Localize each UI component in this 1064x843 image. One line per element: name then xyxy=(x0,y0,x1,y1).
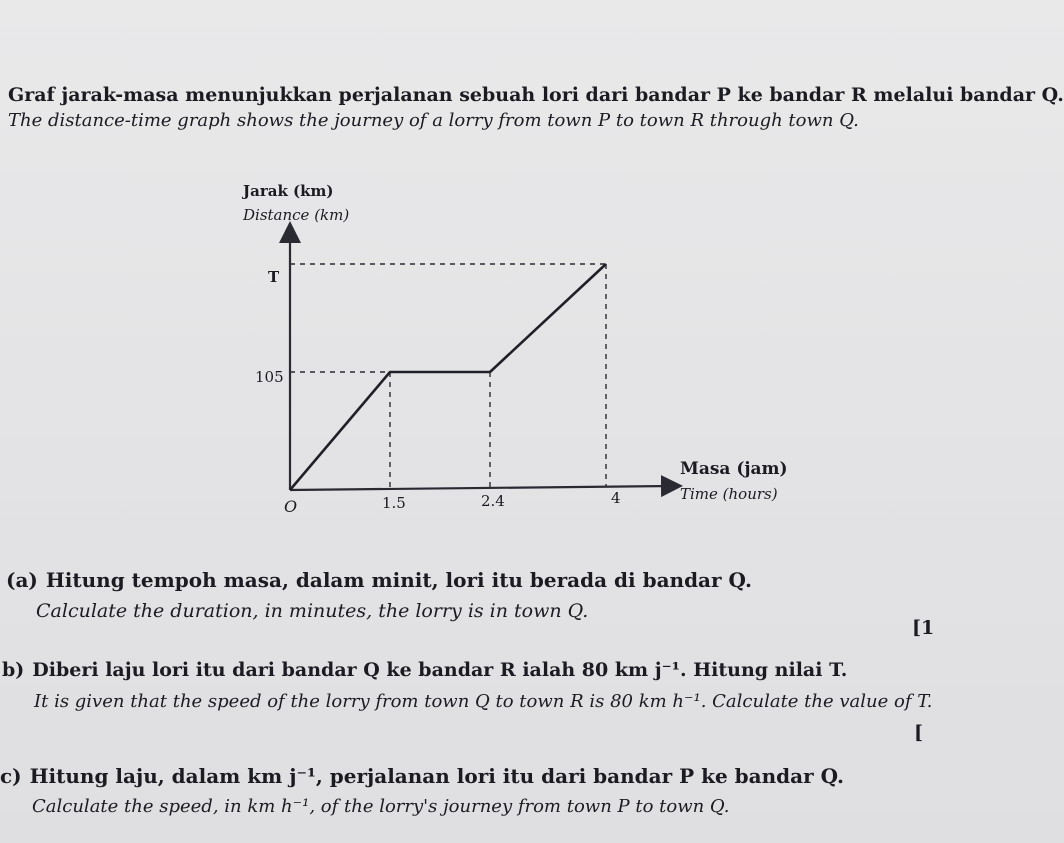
intro-english: The distance-time graph shows the journey of a lorry from town P to town R through town Q. xyxy=(8,110,859,131)
intro-malay: Graf jarak-masa menunjukkan perjalanan sebuah lori dari bandar P ke bandar R melalui bandar Q. xyxy=(8,84,1064,106)
question-b-malay xyxy=(2,659,847,681)
y-axis-label-english: Distance (km) xyxy=(243,206,350,224)
x-tick-4: 4 xyxy=(611,489,621,507)
x-axis-label-english: Time (hours) xyxy=(680,485,778,503)
question-b-marks: [ xyxy=(914,722,923,744)
question-a-text-malay: Hitung tempoh masa, dalam minit, lori itu berada di bandar Q. xyxy=(45,568,752,592)
guide-lines xyxy=(290,264,606,489)
origin-label: O xyxy=(284,497,298,516)
question-a-marks: [1 xyxy=(912,617,935,639)
x-axis-label-malay: Masa (jam) xyxy=(680,459,788,479)
question-b-english: It is given that the speed of the lorry from town Q to town R is 80 km h⁻¹. Calculate the value of T. xyxy=(34,691,933,712)
question-b-label: b) xyxy=(2,659,25,681)
question-b-text-malay: Diberi laju lori itu dari bandar Q ke bandar R ialah 80 km j⁻¹. Hitung nilai T. xyxy=(32,659,848,681)
y-tick-T: T xyxy=(268,268,280,286)
question-a-label: (a) xyxy=(6,568,38,592)
question-c-text-malay: Hitung laju, dalam km j⁻¹, perjalanan lori itu dari bandar P ke bandar Q. xyxy=(29,764,844,788)
x-tick-2-4: 2.4 xyxy=(481,492,505,510)
y-axis-label-malay: Jarak (km) xyxy=(243,182,334,200)
question-a-english: Calculate the duration, in minutes, the lorry is in town Q. xyxy=(36,600,589,622)
question-c-english: Calculate the speed, in km h⁻¹, of the lorry's journey from town P to town Q. xyxy=(32,796,730,817)
y-tick-105: 105 xyxy=(255,368,284,386)
question-a-malay xyxy=(6,568,752,592)
journey-line xyxy=(290,264,606,490)
x-tick-1-5: 1.5 xyxy=(382,494,406,512)
question-c-label: c) xyxy=(0,764,22,788)
question-c-malay xyxy=(0,764,844,788)
